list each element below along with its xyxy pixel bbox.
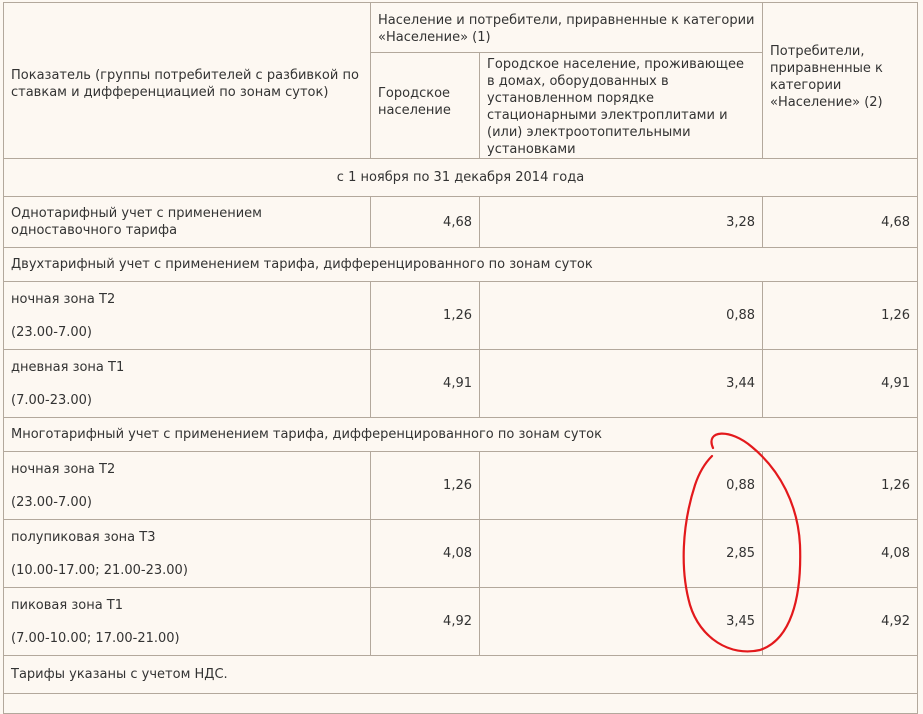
two-rate-section-row — [4, 248, 918, 282]
value-urban-stoves: 0,88 — [480, 452, 763, 520]
value-urban: 1,26 — [371, 452, 480, 520]
zone-name: ночная зона Т2 — [11, 291, 116, 307]
multi-rate-label: Многотарифный учет с применением тарифа, дифференцированного по зонам суток — [4, 418, 918, 452]
value-urban: 1,26 — [371, 282, 480, 350]
zone-cell — [4, 588, 371, 656]
value-urban-stoves: 0,88 — [480, 282, 763, 350]
table-row — [4, 350, 918, 418]
value-urban-stoves: 3,45 — [480, 588, 763, 656]
single-rate-label: Однотарифный учет с применением одноставочного тарифа — [4, 197, 371, 248]
value-urban: 4,92 — [371, 588, 480, 656]
value-urban-stoves: 3,44 — [480, 350, 763, 418]
zone-hours: (10.00-17.00; 21.00-23.00) — [11, 562, 188, 578]
tariff-table — [3, 2, 918, 714]
value-urban: 4,08 — [371, 520, 480, 588]
value-equated: 4,08 — [763, 520, 918, 588]
single-rate-urban: 4,68 — [371, 197, 480, 248]
header-indicator: Показатель (группы потребителей с разбивкой по ставкам и дифференциацией по зонам суток) — [4, 3, 371, 159]
zone-name: дневная зона Т1 — [11, 359, 125, 375]
footnote: Тарифы указаны с учетом НДС. — [4, 656, 918, 694]
header-population-group: Население и потребители, приравненные к категории «Население» (1) — [371, 3, 763, 53]
single-rate-equated: 4,68 — [763, 197, 918, 248]
value-urban: 4,91 — [371, 350, 480, 418]
zone-cell — [4, 282, 371, 350]
value-urban-stoves: 2,85 — [480, 520, 763, 588]
table-row — [4, 282, 918, 350]
zone-name: полупиковая зона Т3 — [11, 529, 156, 545]
table-row — [4, 452, 918, 520]
multi-rate-section-row — [4, 418, 918, 452]
value-equated: 1,26 — [763, 452, 918, 520]
period-label: с 1 ноября по 31 декабря 2014 года — [4, 159, 918, 197]
zone-name: ночная зона Т2 — [11, 461, 116, 477]
footnote-row — [4, 656, 918, 694]
table-row — [4, 588, 918, 656]
header-equated: Потребители, приравненные к категории «Население» (2) — [763, 3, 918, 159]
header-urban-stoves: Городское население, проживающее в домах, оборудованных в установленном порядке стационарными электроплитами и (или) электроотопительными установками — [480, 53, 763, 159]
zone-hours: (7.00-10.00; 17.00-21.00) — [11, 630, 180, 646]
single-rate-row — [4, 197, 918, 248]
header-urban: Городское население — [371, 53, 480, 159]
value-equated: 1,26 — [763, 282, 918, 350]
value-equated: 4,91 — [763, 350, 918, 418]
two-rate-label: Двухтарифный учет с применением тарифа, дифференцированного по зонам суток — [4, 248, 918, 282]
table-row — [4, 520, 918, 588]
zone-cell — [4, 452, 371, 520]
header-row — [4, 3, 918, 53]
zone-hours: (7.00-23.00) — [11, 392, 92, 408]
single-rate-urban-stoves: 3,28 — [480, 197, 763, 248]
zone-cell — [4, 350, 371, 418]
tariff-sheet — [3, 2, 917, 702]
zone-name: пиковая зона Т1 — [11, 597, 124, 613]
zone-hours: (23.00-7.00) — [11, 494, 92, 510]
period-row — [4, 159, 918, 197]
zone-cell — [4, 520, 371, 588]
zone-hours: (23.00-7.00) — [11, 324, 92, 340]
value-equated: 4,92 — [763, 588, 918, 656]
